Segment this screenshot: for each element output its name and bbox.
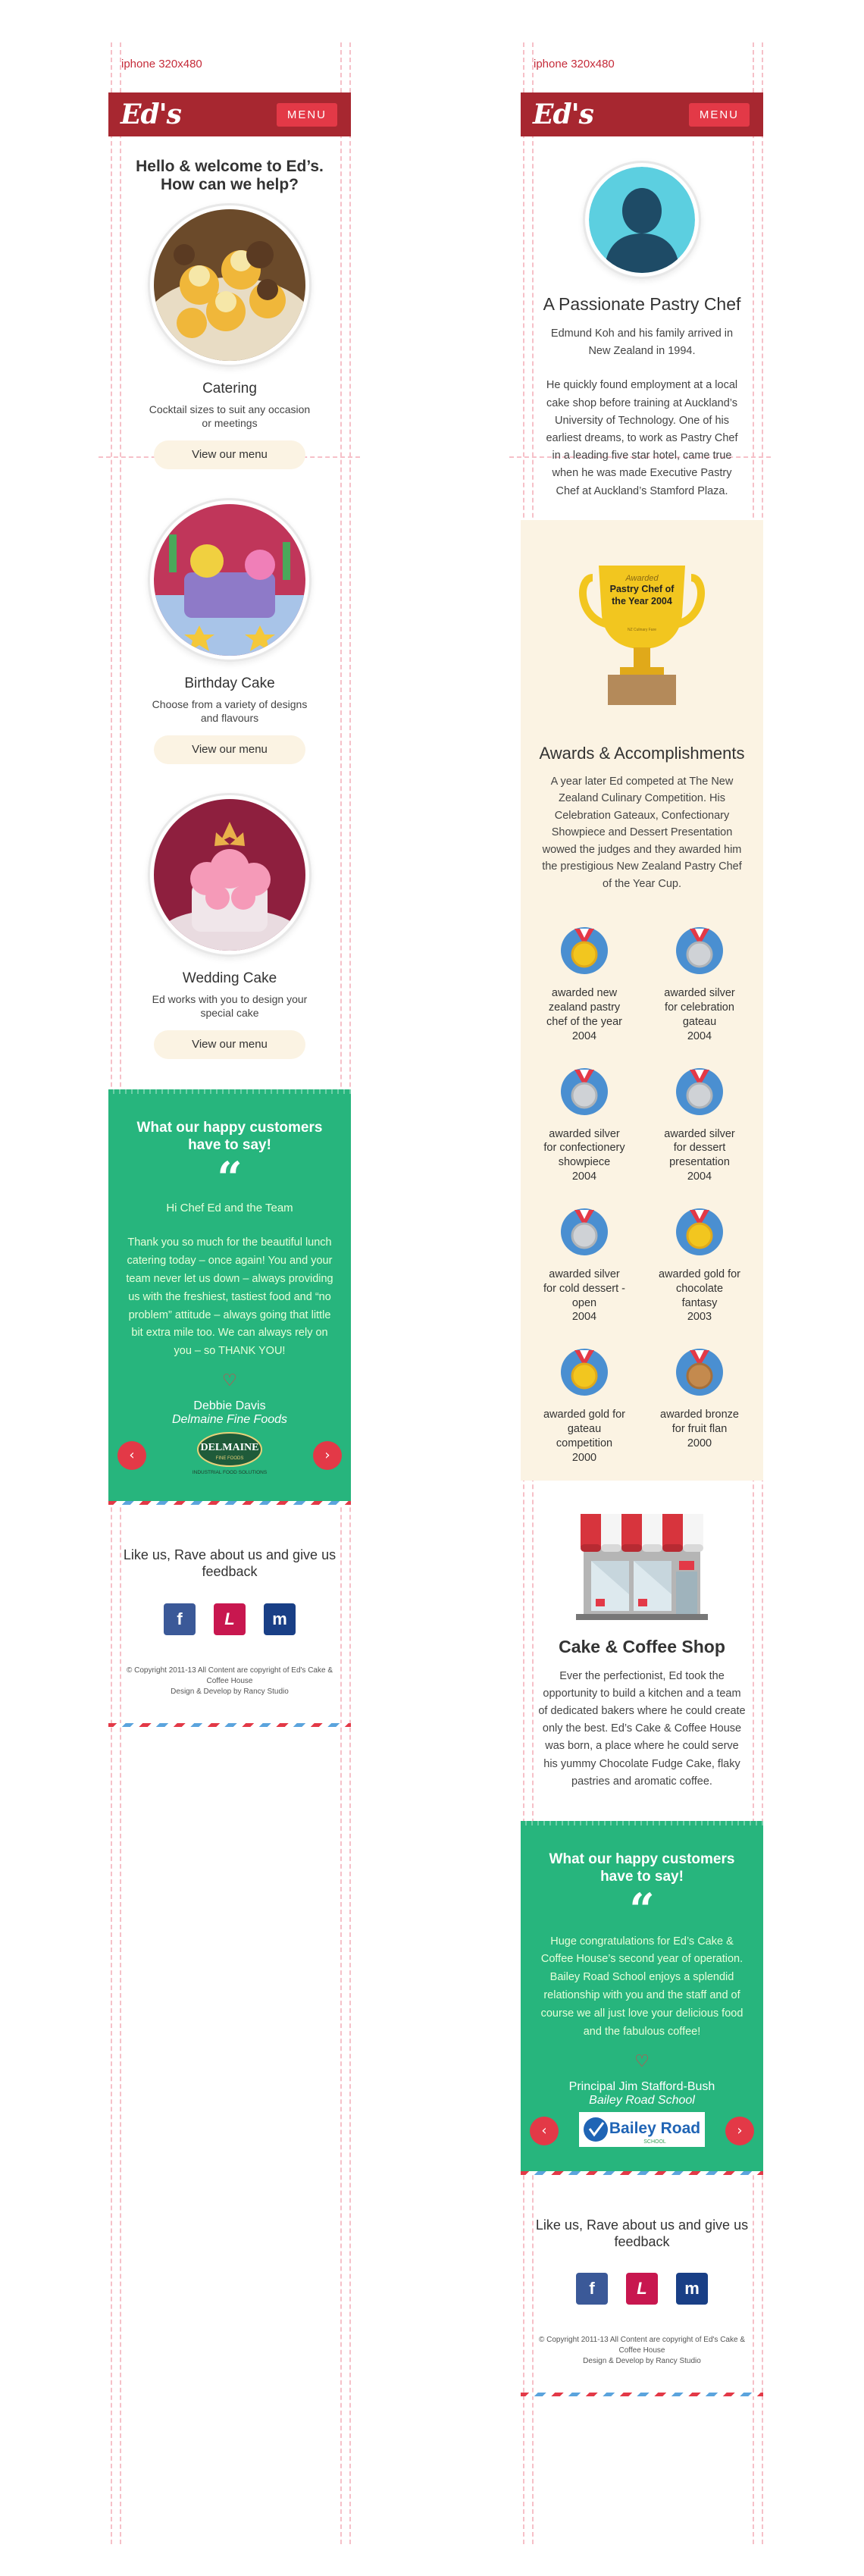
award-label: awarded new zealand pastry chef of the year: [546, 987, 622, 1028]
social-icons: [521, 2273, 763, 2305]
phone-home: [108, 92, 351, 1727]
award-grid: [521, 892, 763, 1465]
testimonial-nav: [521, 2107, 763, 2170]
wedding-description: Ed works with you to design your special cake: [152, 993, 308, 1019]
testimonial-company: Delmaine Fine Foods: [171, 1413, 288, 1427]
award-item: [527, 926, 642, 1043]
welcome-heading: Hello & welcome to Ed’s. How can we help?: [136, 158, 324, 194]
shop-title: Cake & Coffee Shop: [559, 1636, 725, 1656]
wedding-menu-button[interactable]: View our menu: [154, 1030, 305, 1059]
award-item: [527, 1207, 642, 1324]
testimonial-heading: What our happy customers have to say!: [136, 1120, 323, 1154]
site-logo[interactable]: Ed's: [533, 99, 593, 130]
award-label: awarded bronze for fruit flan: [660, 1409, 739, 1436]
wedding-item: [108, 799, 351, 1089]
award-label: awarded silver for celebration gateau: [664, 987, 735, 1028]
silver-medal-icon: [642, 1067, 757, 1120]
silver-medal-icon: [527, 1067, 642, 1120]
lastminute-icon[interactable]: L: [214, 1603, 246, 1635]
testimonial-nav: [108, 1427, 351, 1500]
gold-medal-icon: [527, 1347, 642, 1400]
award-item: [527, 1347, 642, 1465]
awards-title: Awards & Accomplishments: [539, 743, 745, 763]
silver-medal-icon: [642, 926, 757, 979]
testimonial-section: [108, 1089, 351, 1505]
quote-icon: “: [629, 1883, 655, 1935]
gold-medal-icon: [642, 1207, 757, 1260]
delmaine-logo-sub: FINE FOODS: [215, 1456, 244, 1462]
trophy-main-text: Pastry Chef of the Year 2004: [609, 583, 675, 606]
testimonial-author: Principal Jim Stafford-Bush: [568, 2080, 715, 2094]
next-arrow-icon[interactable]: ›: [725, 2117, 754, 2145]
facebook-icon[interactable]: f: [576, 2273, 608, 2305]
footer-stripe: [521, 2393, 763, 2396]
award-label: awarded silver for confectionery showpiece: [543, 1127, 625, 1169]
device-label: iphone 320x480: [534, 58, 615, 71]
birthday-item: [108, 504, 351, 799]
testimonial-body: Thank you so much for the beautiful lunch catering today – once again! You and your team never let us down – always providing us with the freshiest, tastiest food and “no problem” attitude – always going that little bit extra mile too. We can always rely on you – so THANK YOU!: [126, 1236, 333, 1358]
award-label: awarded gold for gateau competition: [543, 1409, 625, 1449]
gold-medal-icon: [527, 926, 642, 979]
testimonial-body: Huge congratulations for Ed’s Cake & Coffee House’s second year of operation. Bailey Road School enjoys a splendid relationship with you and the staff and of course we all just love your delicious food and the fabulous coffee!: [540, 1935, 743, 2039]
phone-about: [521, 92, 763, 2396]
award-year: 2003: [687, 1311, 712, 1324]
birthday-cake-image: [154, 504, 305, 656]
wedding-title: Wedding Cake: [182, 970, 277, 987]
chef-bio-paragraph: He quickly found employment at a local cake shop before training at Auckland’s University of Technology. One of his earliest dreams, to work as Pastry Chef in a leading five star hotel, came true when he was made Executive Pastry Chef at Auckland’s Stamford Plaza.: [546, 379, 738, 497]
silver-medal-icon: [527, 1207, 642, 1260]
footer-stripe: [108, 1723, 351, 1727]
award-label: awarded silver for dessert presentation: [664, 1127, 735, 1169]
cake-shop-section: [521, 1481, 763, 1821]
testimonial-author: Debbie Davis: [193, 1399, 266, 1413]
award-item: [642, 926, 757, 1043]
testimonial-heading: What our happy customers have to say!: [549, 1851, 735, 1885]
device-label: iphone 320x480: [121, 58, 202, 71]
wedding-cake-image: [154, 799, 305, 951]
facebook-icon[interactable]: f: [164, 1603, 196, 1635]
trophy-icon: [521, 555, 763, 710]
credit-text: Design & Develop by Rancy Studio: [583, 2357, 701, 2366]
chef-title: A Passionate Pastry Chef: [543, 294, 741, 314]
award-year: 2004: [687, 1029, 712, 1042]
award-year: 2000: [571, 1451, 597, 1464]
award-year: 2004: [571, 1170, 597, 1183]
menumania-icon[interactable]: m: [264, 1603, 296, 1635]
credit-text: Design & Develop by Rancy Studio: [171, 1687, 289, 1696]
birthday-title: Birthday Cake: [184, 675, 275, 692]
bailey-logo-sub: SCHOOL: [643, 2139, 666, 2145]
heart-icon: ♡: [222, 1371, 237, 1391]
delmaine-logo-text: DELMAINE: [200, 1442, 259, 1454]
catering-menu-button[interactable]: View our menu: [154, 440, 305, 469]
award-label: awarded silver for cold dessert - open: [543, 1268, 625, 1309]
bailey-road-logo: [579, 2112, 705, 2150]
copyright: [521, 2335, 763, 2367]
prev-arrow-icon[interactable]: ‹: [530, 2117, 559, 2145]
menumania-icon[interactable]: m: [676, 2273, 708, 2305]
award-year: 2004: [571, 1029, 597, 1042]
bronze-medal-icon: [642, 1347, 757, 1400]
award-item: [527, 1067, 642, 1184]
menu-button[interactable]: MENU: [689, 103, 750, 127]
awards-text: A year later Ed competed at The New Zealand Culinary Competition. His Celebration Gateaux, Confectionary Showpiece and Dessert Presentation wowed the judges and they awarded him the prestigious New Zealand Pastry Chef of the Year Cup.: [542, 775, 742, 890]
testimonial-company: Bailey Road School: [589, 2094, 695, 2107]
award-label: awarded gold for chocolate fantasy: [658, 1268, 740, 1309]
catering-title: Catering: [202, 381, 257, 397]
birthday-menu-button[interactable]: View our menu: [154, 735, 305, 764]
social-section: [108, 1505, 351, 1726]
trophy-foot-text: NZ Culinary Fare: [627, 627, 657, 632]
shop-text: Ever the perfectionist, Ed took the opportunity to build a kitchen and a team of dedicated bakers where he could create only the best. Ed’s Cake & Coffee House was born, a place where he could serve his yummy Chocolate Fudge Cake, flaky pastries and aromatic coffee.: [538, 1669, 746, 1788]
catering-image: [154, 209, 305, 361]
menu-button[interactable]: MENU: [277, 103, 337, 127]
catering-item: [108, 209, 351, 504]
award-item: [642, 1207, 757, 1324]
quote-icon: “: [217, 1152, 243, 1204]
lastminute-icon[interactable]: L: [626, 2273, 658, 2305]
heart-icon: ♡: [634, 2052, 650, 2072]
award-year: 2000: [687, 1437, 712, 1449]
testimonial-section: [521, 1821, 763, 2175]
catering-description: Cocktail sizes to suit any occasion or meetings: [149, 403, 311, 429]
delmaine-logo: [183, 1431, 277, 1480]
awards-section: [521, 520, 763, 1481]
delmaine-logo-caption: INDUSTRIAL FOOD SOLUTIONS: [192, 1470, 268, 1476]
social-section: [521, 2175, 763, 2396]
chef-bio: [521, 315, 763, 500]
bailey-logo-text: Bailey Road: [609, 2120, 701, 2138]
social-title: Like us, Rave about us and give us feedback: [535, 2217, 749, 2249]
next-arrow-icon[interactable]: ›: [313, 1441, 342, 1470]
copyright-text: © Copyright 2011-13 All Content are copyright of Ed's Cake & Coffee House: [538, 2336, 746, 2355]
award-year: 2004: [571, 1311, 597, 1324]
copyright-text: © Copyright 2011-13 All Content are copyright of Ed's Cake & Coffee House: [126, 1666, 333, 1685]
site-header: [521, 92, 763, 136]
trophy-top-text: Awarded: [625, 573, 659, 583]
social-title: Like us, Rave about us and give us feedback: [123, 1547, 337, 1579]
welcome-section: [108, 136, 351, 1089]
award-item: [642, 1067, 757, 1184]
site-header: [108, 92, 351, 136]
site-logo[interactable]: Ed's: [121, 99, 181, 130]
prev-arrow-icon[interactable]: ‹: [117, 1441, 146, 1470]
copyright: [108, 1666, 351, 1697]
award-year: 2004: [687, 1170, 712, 1183]
about-section: [521, 136, 763, 500]
birthday-description: Choose from a variety of designs and flavours: [152, 698, 308, 724]
chef-bio-paragraph: Edmund Koh and his family arrived in New Zealand in 1994.: [550, 327, 734, 358]
social-icons: [108, 1603, 351, 1635]
award-item: [642, 1347, 757, 1465]
chef-avatar: [589, 167, 695, 273]
testimonial-greeting: Hi Chef Ed and the Team: [166, 1201, 293, 1214]
shop-icon: [521, 1511, 763, 1625]
